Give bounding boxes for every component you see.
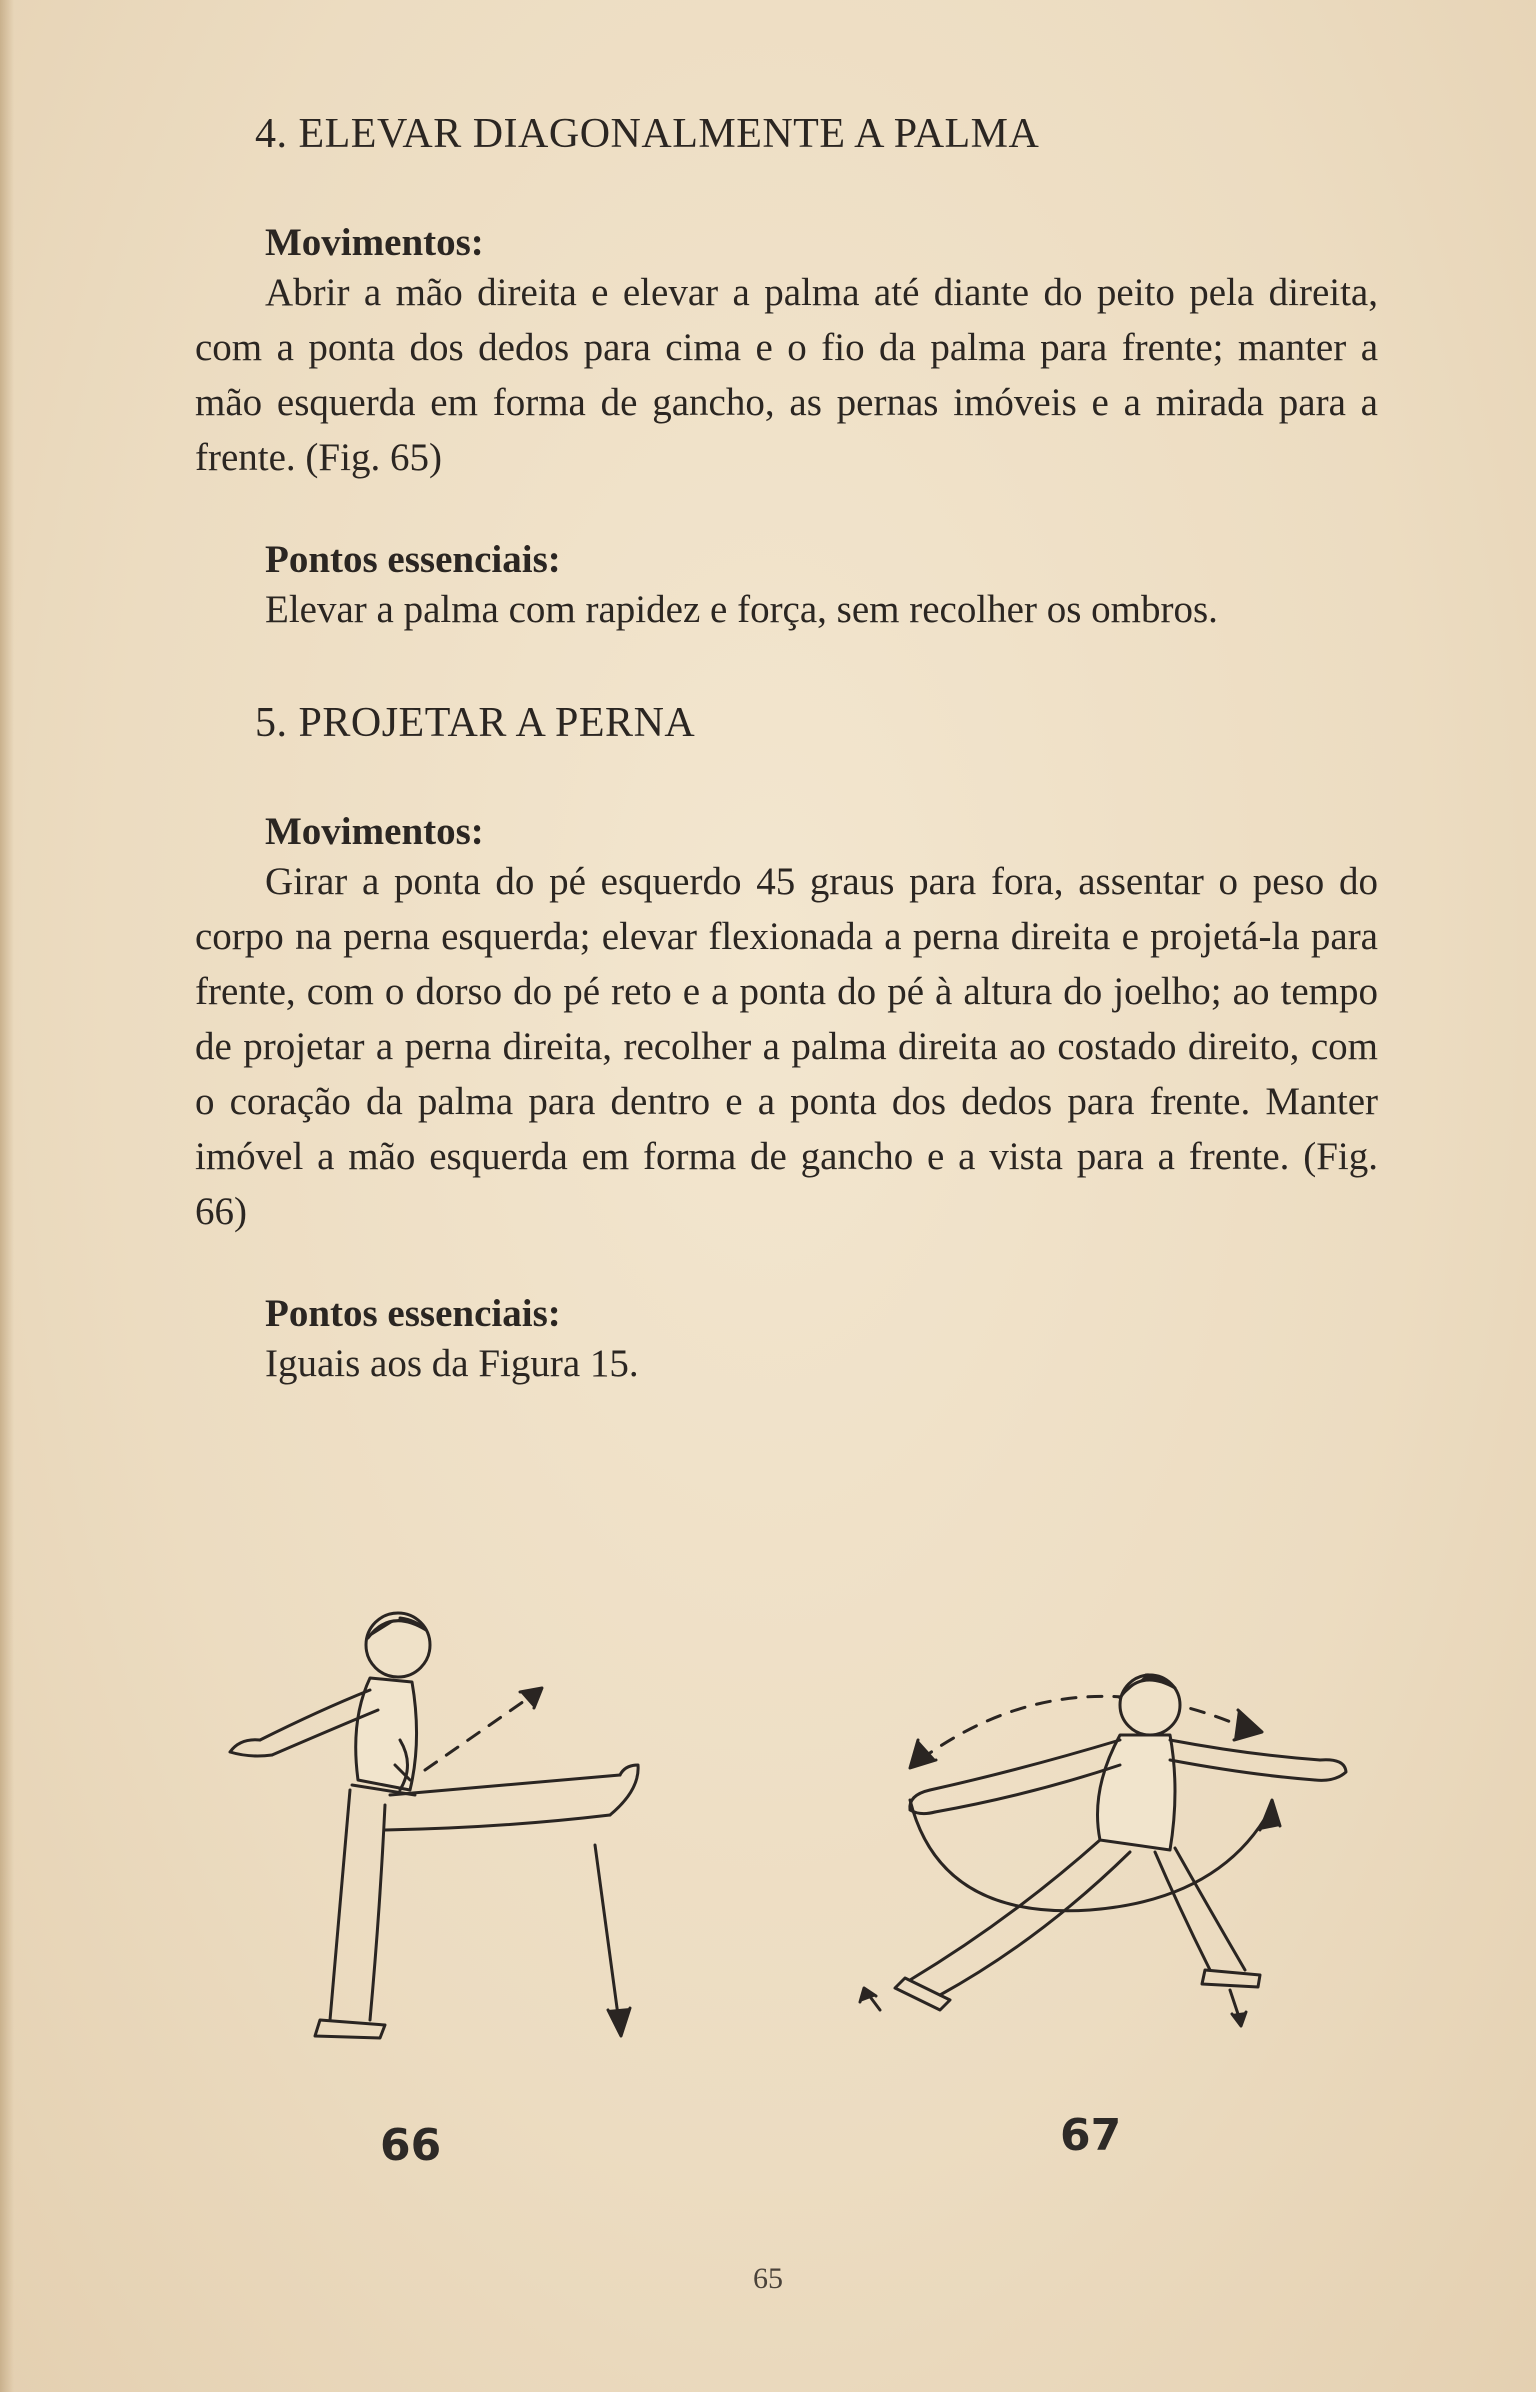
section-5-movements-text: Girar a ponta do pé esquerdo 45 graus para fora, assentar o peso do corpo na perna esquerda; elevar flexionada a perna direita e projetá-la para frente, com o dorso do pé reto e a ponta do pé à altura do joelho; ao tempo de projetar a perna direita, recolher a palma direita ao costado direito, com o coração da palma para dentro e a ponta dos dedos para frente. Manter imóvel a mão esquerda em forma de gancho e a vista para a frente. (Fig. 66): [195, 860, 1378, 1233]
page-edge-shadow: [0, 0, 14, 2392]
section-4-title: 4. ELEVAR DIAGONALMENTE A PALMA: [255, 111, 1040, 157]
section-5-title: 5. PROJETAR A PERNA: [255, 700, 696, 746]
section-5-essentials-text: Iguais aos da Figura 15.: [265, 1342, 639, 1385]
section-4-essentials-text: Elevar a palma com rapidez e força, sem recolher os ombros.: [265, 588, 1218, 631]
section-5-essentials-label: Pontos essenciais:: [265, 1292, 561, 1335]
figure-66: [200, 1590, 720, 2190]
section-4-movements-label: Movimentos:: [265, 221, 484, 264]
section-4-essentials-label: Pontos essenciais:: [265, 538, 561, 581]
page-number: 65: [753, 2262, 783, 2295]
figure-67-number: 67: [1060, 2110, 1122, 2161]
figure-67: [790, 1590, 1310, 2190]
crouching-stance-figure-illustration: [790, 1590, 1390, 2110]
figure-66-number: 66: [380, 2120, 442, 2171]
text-content: [195, 110, 1378, 1391]
section-4-movements-text: Abrir a mão direita e elevar a palma até diante do peito pela direita, com a ponta dos dedos para cima e o fio da palma para frente; manter a mão esquerda em forma de gancho, as pernas imóveis e a mirada para a frente. (Fig. 65): [195, 271, 1378, 479]
kicking-figure-illustration: [200, 1590, 720, 2110]
section-5-movements-label: Movimentos:: [265, 810, 484, 853]
